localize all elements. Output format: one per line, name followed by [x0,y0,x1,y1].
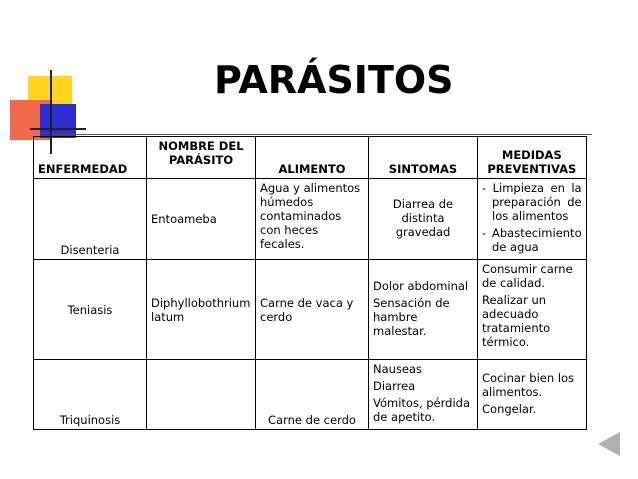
sintoma-item: Diarrea de distinta gravedad [392,196,454,239]
medida-item: Consumir carne de calidad. [482,262,573,290]
cell-medidas [478,360,587,430]
cell-nombre: Entoameba [147,179,256,260]
cell-alimento: Agua y alimentos húmedos contaminados con heces fecales. [256,179,369,260]
header-enfermedad: ENFERMEDAD [34,137,147,179]
header-nombre: NOMBRE DEL PARÁSITO [147,137,256,179]
medida-item: - Limpieza en la preparación de los alimentos [482,181,582,223]
medida-item: - Abastecimiento de agua [482,226,582,254]
cell-nombre: Diphyllobothrium latum [147,260,256,360]
table-row [34,360,587,430]
table-row [34,260,587,360]
cell-sintomas [369,360,478,430]
cell-medidas [478,179,587,260]
previous-slide-arrow-icon[interactable] [598,432,620,456]
slide-title: PARÁSITOS [214,58,454,102]
sintoma-item: Sensación de hambre malestar. [373,295,450,338]
cell-enfermedad: Disenteria [34,179,147,260]
decor-horizontal-line [30,128,86,130]
medida-item: Congelar. [482,401,537,416]
cell-alimento: Carne de cerdo [256,360,369,430]
cell-medidas [478,260,587,360]
cell-nombre [147,360,256,430]
parasites-table [33,136,587,430]
cell-sintomas [369,179,478,260]
medida-item: Realizar un adecuado tratamiento térmico. [482,293,551,349]
medida-item: Cocinar bien los alimentos. [482,370,575,399]
cell-enfermedad: Triquinosis [34,360,147,430]
sintoma-item: Dolor abdominal [373,278,469,293]
sintoma-item: Vómitos, pérdida de apetito. [373,396,470,424]
header-alimento: ALIMENTO [256,137,369,179]
sintoma-item: Diarrea [373,379,416,393]
cell-enfermedad: Teniasis [34,260,147,360]
sintoma-item: Nauseas [373,362,423,376]
table-row [34,179,587,260]
table-header-row [34,137,587,179]
cell-sintomas [369,260,478,360]
decor-title-underline [52,134,592,135]
header-medidas: MEDIDAS PREVENTIVAS [478,137,587,179]
decor-blue-square [40,104,76,138]
cell-alimento: Carne de vaca y cerdo [256,260,369,360]
header-sintomas: SINTOMAS [369,137,478,179]
